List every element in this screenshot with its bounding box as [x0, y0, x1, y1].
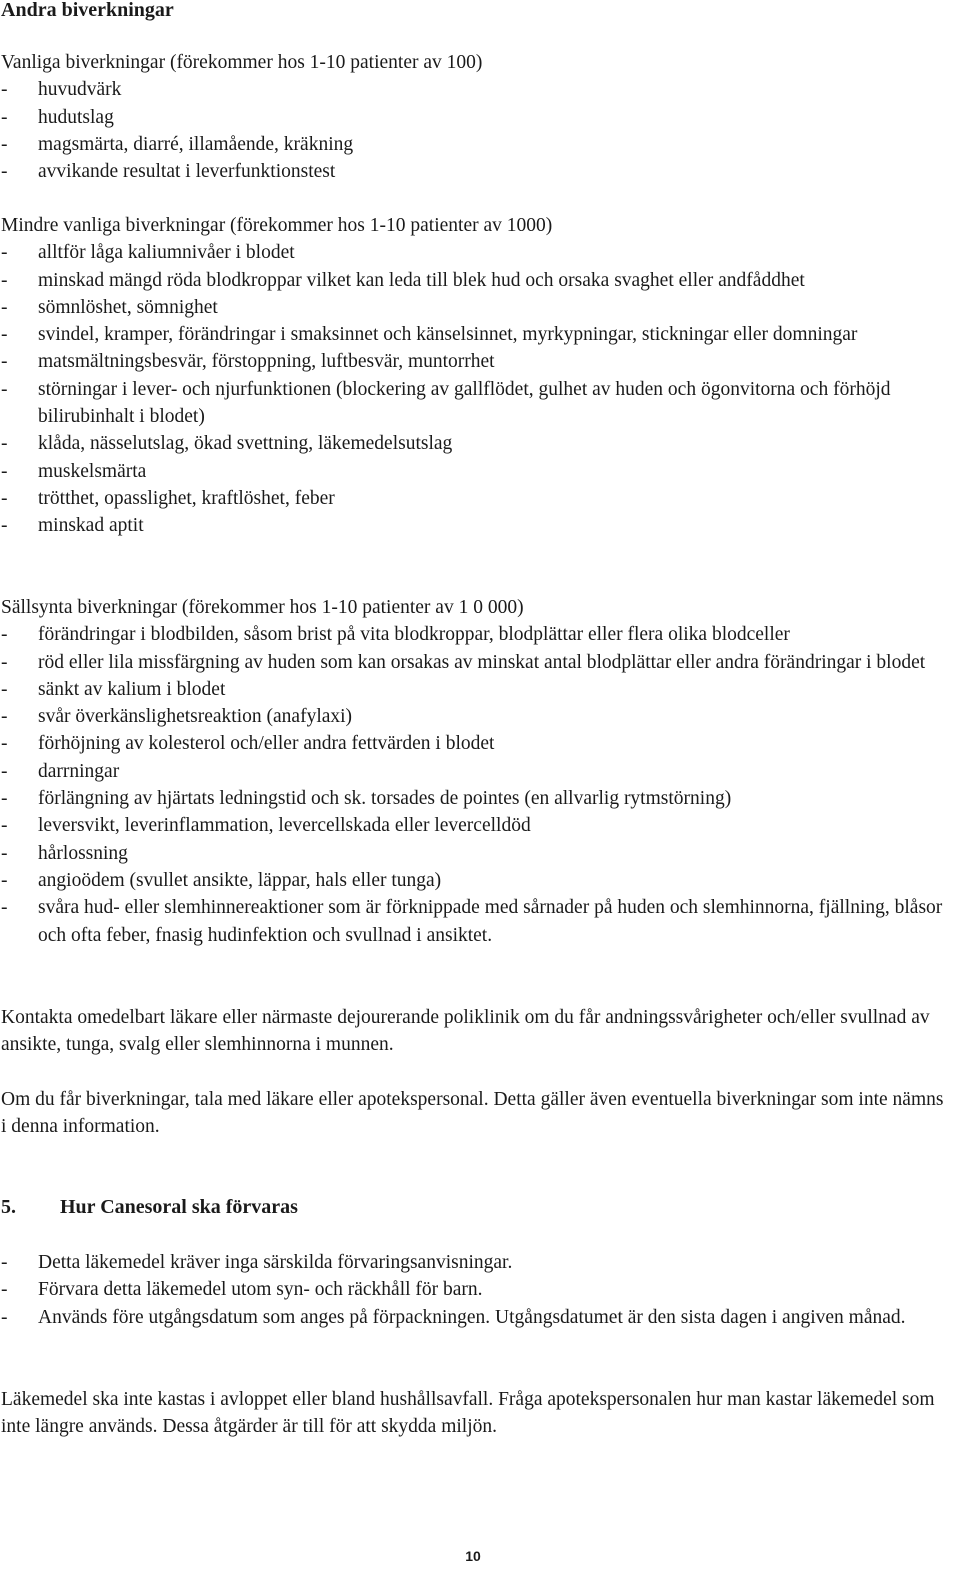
common-intro: Vanliga biverkningar (förekommer hos 1-10 patienter av 100) [1, 52, 483, 73]
list-item: - sänkt av kalium i blodet [1, 676, 951, 703]
list-item: - Detta läkemedel kräver inga särskilda förvaringsanvisningar. [1, 1249, 951, 1276]
list-item: - minskad mängd röda blodkroppar vilket kan leda till blek hud och orsaka svaghet eller andfåddhet [1, 267, 951, 294]
list-item: - störningar i lever- och njurfunktionen (blockering av gallflödet, gulhet av huden och ögonvitorna och förhöjd bilirubinhalt i blodet) [1, 376, 951, 431]
list-item: - leversvikt, leverinflammation, levercellskada eller levercelldöd [1, 812, 951, 839]
section-title: Hur Canesoral ska förvaras [60, 1196, 298, 1218]
list-item: - svåra hud- eller slemhinnereaktioner som är förknippade med sårnader på huden och slemhinnorna, fjällning, blåsor och ofta feber, fnasig hudinfektion och svullnad i ansiktet. [1, 894, 951, 949]
disposal-paragraph: Läkemedel ska inte kastas i avloppet eller bland hushållsavfall. Fråga apotekspersonalen hur man kastar läkemedel som inte längre används. Dessa åtgärder är till för att skydda miljön. [1, 1389, 935, 1438]
uncommon-side-effects [1, 212, 951, 540]
contact-paragraph-block [1, 1004, 951, 1059]
section-heading: Andra biverkningar [1, 0, 174, 21]
list-item: - trötthet, opasslighet, kraftlöshet, feber [1, 485, 951, 512]
list-item: - Förvara detta läkemedel utom syn- och räckhåll för barn. [1, 1276, 951, 1303]
list-item: - magsmärta, diarré, illamående, kräkning [1, 131, 951, 158]
rare-intro: Sällsynta biverkningar (förekommer hos 1-10 patienter av 1 0 000) [1, 597, 524, 618]
rare-side-effects [1, 594, 951, 949]
common-list [1, 76, 951, 185]
list-item: - förändringar i blodbilden, såsom brist på vita blodkroppar, blodplättar eller flera olika blodceller [1, 621, 951, 648]
list-item: - hårlossning [1, 840, 951, 867]
section-5-heading [1, 1194, 298, 1221]
common-side-effects [1, 49, 951, 185]
list-item: - svår överkänslighetsreaktion (anafylaxi) [1, 703, 951, 730]
contact-paragraph: Kontakta omedelbart läkare eller närmaste dejourerande poliklinik om du får andningssvårigheter och/eller svullnad av ansikte, tunga, svalg eller slemhinnorna i munnen. [1, 1007, 930, 1056]
list-item: - svindel, kramper, förändringar i smaksinnet och känselsinnet, myrkypningar, stickningar eller domningar [1, 321, 951, 348]
disposal-paragraph-block [1, 1386, 951, 1441]
list-item: - muskelsmärta [1, 458, 951, 485]
list-item: - angioödem (svullet ansikte, läppar, hals eller tunga) [1, 867, 951, 894]
list-item: - förlängning av hjärtats ledningstid och sk. torsades de pointes (en allvarlig rytmstörning) [1, 785, 951, 812]
list-item: - matsmältningsbesvär, förstoppning, luftbesvär, muntorrhet [1, 348, 951, 375]
page-number: 10 [465, 1548, 481, 1564]
list-item: - klåda, nässelutslag, ökad svettning, läkemedelsutslag [1, 430, 951, 457]
rare-list [1, 621, 951, 949]
list-item: - röd eller lila missfärgning av huden som kan orsakas av minskat antal blodplättar eller andra förändringar i blodet [1, 649, 951, 676]
section-number: 5. [1, 1196, 16, 1218]
report-paragraph: Om du får biverkningar, tala med läkare eller apotekspersonal. Detta gäller även eventuella biverkningar som inte nämns i denna information. [1, 1089, 944, 1138]
list-item: - hudutslag [1, 104, 951, 131]
uncommon-list [1, 239, 951, 539]
list-item: - alltför låga kaliumnivåer i blodet [1, 239, 951, 266]
list-item: - sömnlöshet, sömnighet [1, 294, 951, 321]
list-item: - darrningar [1, 758, 951, 785]
report-paragraph-block [1, 1086, 951, 1141]
storage-instructions [1, 1249, 951, 1331]
storage-list [1, 1249, 951, 1331]
uncommon-intro: Mindre vanliga biverkningar (förekommer hos 1-10 patienter av 1000) [1, 215, 553, 236]
list-item: - Används före utgångsdatum som anges på förpackningen. Utgångsdatumet är den sista dagen i angiven månad. [1, 1304, 951, 1331]
list-item: - huvudvärk [1, 76, 951, 103]
list-item: - förhöjning av kolesterol och/eller andra fettvärden i blodet [1, 730, 951, 757]
list-item: - avvikande resultat i leverfunktionstest [1, 158, 951, 185]
list-item: - minskad aptit [1, 512, 951, 539]
